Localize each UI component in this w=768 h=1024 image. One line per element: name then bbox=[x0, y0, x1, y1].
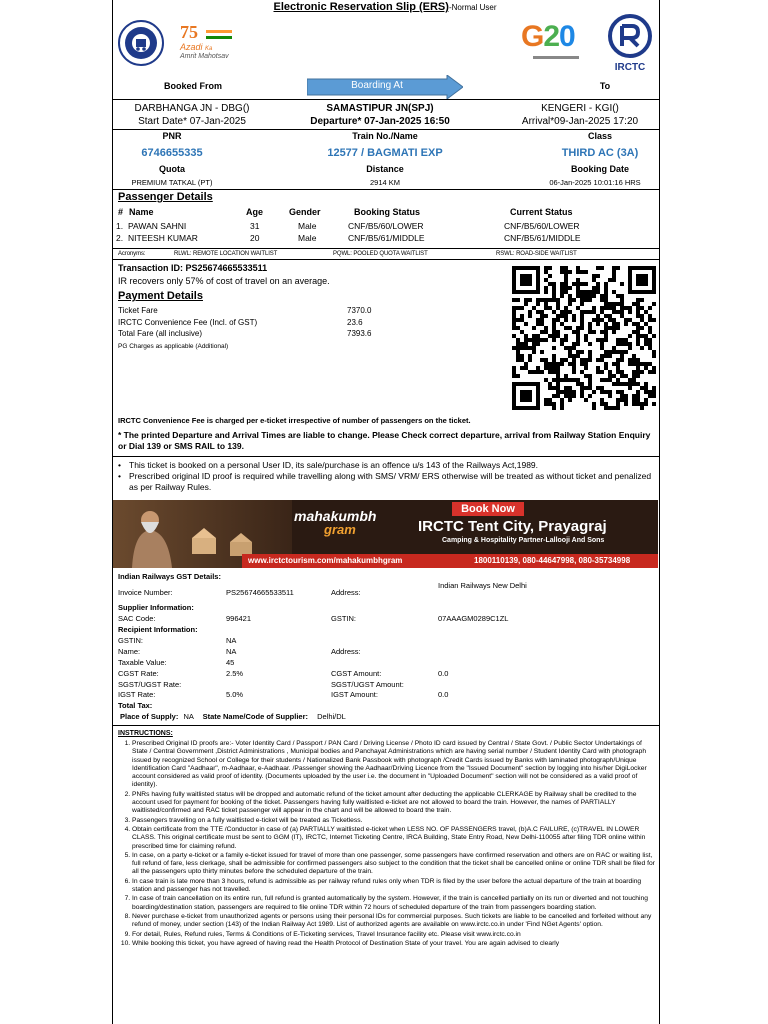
passenger-gender: Male bbox=[298, 233, 317, 243]
convenience-fee-label: IRCTC Convenience Fee (Incl. of GST) bbox=[118, 318, 258, 327]
table-row bbox=[116, 221, 656, 233]
sgst-rate-label: SGST/UGST Rate: bbox=[118, 680, 182, 689]
acronym-rlwl: RLWL: REMOTE LOCATION WAITLIST bbox=[174, 251, 278, 257]
train-value: 12577 / BAGMATI EXP bbox=[327, 147, 443, 159]
distance-value: 2914 KM bbox=[369, 178, 401, 187]
recipient-info-label: Recipient Information: bbox=[118, 625, 198, 634]
passenger-current-status: CNF/B5/61/MIDDLE bbox=[504, 233, 581, 243]
instruction-item: 3. Passengers travelling on a fully waitlisted e-ticket will be treated as Ticketless. bbox=[132, 817, 658, 825]
quota-value: PREMIUM TATKAL (PT) bbox=[131, 178, 213, 187]
instruction-item: 1. Prescribed Original ID proofs are:- Voter Identity Card / Passport / PAN Card / Driving License / Photo ID card issued by Central / State Govt. / Public Sector Undertakings of State / Central Government ,District Administrations , Municipal bodies and Panchayat Administrations which are having serial number / Student Identity Card with photograph issued by recognized School or College for their students / Nationalized Bank Passbook with photograph /Credit Cards issued by Banks with laminated photograph/Unique Identification Card "Aadhaar", m-Aadhaar, e-Aadhaar. /Passenger showing the Aadhaar/Driving Licence from the "Issued Document" section by logging into his/her DigiLocker account considered as valid proof of identity. (Documents uploaded by the user i.e. the document in "Uploaded Document" section will not be considered as a valid proof of identity). bbox=[132, 740, 658, 790]
sac-label: SAC Code: bbox=[118, 614, 156, 623]
fee-note: IRCTC Convenience Fee is charged per e-ticket irrespective of number of passengers on the ticket. bbox=[118, 416, 471, 425]
ers-title bbox=[230, 1, 540, 13]
passenger-name: PAWAN SAHNI bbox=[128, 221, 187, 231]
irctc-logo bbox=[602, 12, 658, 76]
place-value: NA bbox=[183, 712, 194, 721]
taxable-label: Taxable Value: bbox=[118, 658, 167, 667]
banner-title: IRCTC Tent City, Prayagraj bbox=[418, 518, 607, 535]
recipient-name-label: Name: bbox=[118, 647, 141, 656]
pnr-value: 6746655335 bbox=[141, 147, 203, 159]
boarding-at-arrow bbox=[307, 75, 463, 99]
cgst-amount-label: CGST Amount: bbox=[331, 669, 382, 678]
passenger-no: 2. bbox=[116, 233, 124, 243]
passenger-age: 20 bbox=[250, 233, 260, 243]
azadi-number: 75 bbox=[180, 22, 198, 42]
convenience-fee-value: 23.6 bbox=[347, 318, 363, 327]
acronyms-label: Acronyms: bbox=[118, 251, 146, 257]
ir-recovers-note: IR recovers only 57% of cost of travel on an average. bbox=[118, 276, 330, 286]
cgst-rate-label: CGST Rate: bbox=[118, 669, 159, 678]
quota-label: Quota bbox=[159, 164, 185, 174]
mahakumbh-banner[interactable] bbox=[112, 500, 658, 568]
total-fare-label: Total Fare (all inclusive) bbox=[118, 329, 203, 338]
cgst-rate-value: 2.5% bbox=[226, 669, 244, 678]
gstin-value: 07AAAGM0289C1ZL bbox=[438, 614, 509, 623]
passenger-gender: Male bbox=[298, 221, 317, 231]
address-label: Address: bbox=[331, 588, 361, 597]
indian-railways-logo-icon bbox=[118, 20, 164, 66]
list-item: • This ticket is booked on a personal User ID, its sale/purchase is an offence u/s 143 of the Railways Act,1989. bbox=[118, 460, 539, 470]
boarding-at-label: Boarding At bbox=[351, 80, 403, 91]
igst-amount-value: 0.0 bbox=[438, 690, 449, 699]
to-station: KENGERI - KGI() bbox=[541, 103, 619, 114]
col-current-status: Current Status bbox=[510, 207, 573, 217]
address-value: Indian Railways New Delhi bbox=[438, 581, 527, 590]
class-value: THIRD AC (3A) bbox=[561, 147, 639, 159]
sac-value: 996421 bbox=[226, 614, 252, 623]
g20-text: G20 bbox=[521, 20, 575, 53]
recipient-address-label: Address: bbox=[331, 647, 361, 656]
divider bbox=[112, 248, 660, 249]
instruction-item: 8. Never purchase e-ticket from unauthorized agents or persons using their personal IDs for commercial purposes. Such tickets are liable to be cancelled and forfeited without any refund of money, under section (143) of the Indian Railway Act 1989. List of authorized agents are available on www.irctc.co.in under 'Find NGet Agents' option. bbox=[132, 913, 658, 930]
from-station: DARBHANGA JN - DBG() bbox=[134, 103, 250, 114]
total-tax-label: Total Tax: bbox=[118, 701, 153, 710]
invoice-value: PS25674665533511 bbox=[226, 588, 294, 597]
gst-heading: Indian Railways GST Details: bbox=[118, 572, 221, 581]
azadi-ka-amrit-mahotsav-logo bbox=[176, 22, 238, 64]
ticket-fare-value: 7370.0 bbox=[347, 306, 372, 315]
state-value: Delhi/DL bbox=[317, 712, 346, 721]
place-label: Place of Supply: bbox=[120, 712, 179, 721]
irctc-emblem-icon bbox=[602, 12, 658, 62]
col-booking-status: Booking Status bbox=[354, 207, 421, 217]
instruction-item: 5. In case, on a party e-ticket or a family e-ticket issued for travel of more than one passenger, some passengers have confirmed reservation and others are on RAC or waiting list, full refund of fare, less clerkage, shall be admissible for confirmed passengers also subject to the condition that the ticket shall be cancelled online or online TDR shall be filed for all the passengers upto thirty minutes before the scheduled departure of the train. bbox=[132, 852, 658, 877]
banner-brand: mahakumbh bbox=[294, 508, 377, 524]
g20-tagline bbox=[533, 56, 579, 59]
train-label: Train No./Name bbox=[352, 131, 418, 141]
passenger-booking-status: CNF/B5/60/LOWER bbox=[348, 221, 424, 231]
booked-from-label: Booked From bbox=[163, 81, 222, 91]
banner-subtitle: Camping & Hospitality Partner-Lallooji And Sons bbox=[442, 537, 605, 544]
invoice-label: Invoice Number: bbox=[118, 588, 173, 597]
to-label: To bbox=[599, 81, 611, 91]
divider bbox=[112, 129, 660, 130]
frame-left bbox=[112, 0, 113, 1024]
acronym-pqwl: PQWL: POOLED QUOTA WAITLIST bbox=[333, 251, 428, 257]
divider bbox=[112, 456, 660, 457]
instruction-item: 10. While booking this ticket, you have agreed of having read the Health Protocol of Destination State of your travel. You are again advised to clearly bbox=[132, 940, 658, 948]
passenger-details-heading: Passenger Details bbox=[118, 191, 213, 203]
booking-date-value: 06-Jan-2025 10:01:16 HRS bbox=[549, 178, 641, 187]
arrival-time: Arrival*09-Jan-2025 17:20 bbox=[521, 116, 639, 127]
departure-time: Departure* 07-Jan-2025 16:50 bbox=[310, 116, 450, 127]
col-no: # bbox=[118, 207, 124, 217]
irctc-text: IRCTC bbox=[614, 62, 646, 73]
divider bbox=[112, 189, 660, 190]
banner-url-bar bbox=[242, 554, 658, 568]
passenger-current-status: CNF/B5/60/LOWER bbox=[504, 221, 580, 231]
times-note: * The printed Departure and Arrival Times are liable to change. Please Check correct departure, arrival from Railway Station Enquiry or Dial 139 or SMS RAIL to 139. bbox=[118, 430, 651, 451]
divider bbox=[112, 99, 660, 100]
azadi-line2: Amrit Mahotsav bbox=[180, 53, 229, 60]
acronym-rswl: RSWL: ROAD-SIDE WAITLIST bbox=[496, 251, 577, 257]
instruction-item: 2. PNRs having fully waitlisted status will be dropped and automatic refund of the ticket amount after deducting the applicable CLERKAGE by Railway shall be credited to the account used for payment for booking of the ticket. Passengers having fully waitlisted e-ticket are not allowed to board the train. However, the names of PARTIALLY waitlisted/confirmed and RAC ticket passenger will appear in the chart and will be allowed to board the train. bbox=[132, 791, 658, 816]
col-gender: Gender bbox=[289, 207, 321, 217]
banner-url[interactable]: www.irctctourism.com/mahakumbhgram bbox=[248, 556, 403, 565]
instructions-list bbox=[118, 740, 658, 1024]
class-label: Class bbox=[587, 131, 613, 141]
qr-code bbox=[512, 266, 656, 410]
booking-date-label: Booking Date bbox=[570, 164, 629, 174]
igst-rate-label: IGST Rate: bbox=[118, 690, 156, 699]
sgst-amount-label: SGST/UGST Amount: bbox=[331, 680, 404, 689]
pg-charges-note: PG Charges as applicable (Additional) bbox=[118, 343, 229, 350]
supplier-info-label: Supplier Information: bbox=[118, 603, 194, 612]
instruction-item: 9. For detail, Rules, Refund rules, Terms & Conditions of E-Ticketing services, Travel Insurance facility etc. Please visit www.irctc.co.in bbox=[132, 931, 658, 939]
transaction-id: Transaction ID: PS25674665533511 bbox=[118, 263, 268, 273]
distance-label: Distance bbox=[366, 164, 404, 174]
taxable-value: 45 bbox=[226, 658, 235, 667]
instruction-item: 6. In case train is late more than 3 hours, refund is admissible as per railway refund rules only when TDR is filed by the user before the actual departure of the train at boarding station and passenger has not travelled. bbox=[132, 878, 658, 895]
payment-details-heading: Payment Details bbox=[118, 290, 203, 302]
col-age: Age bbox=[246, 207, 264, 217]
bullet-notes bbox=[118, 460, 658, 493]
state-label: State Name/Code of Supplier: bbox=[202, 712, 308, 721]
ers-title-text: Electronic Reservation Slip (ERS) bbox=[273, 1, 449, 13]
book-now-button[interactable]: Book Now bbox=[452, 502, 524, 516]
divider bbox=[112, 259, 660, 260]
list-item: • Prescribed original ID proof is required while travelling along with SMS/ VRM/ ERS otherwise will be treated as without ticket and penalized as per Railway Rules. bbox=[118, 471, 652, 492]
table-row bbox=[116, 233, 656, 245]
boarding-station: SAMASTIPUR JN(SPJ) bbox=[326, 103, 434, 114]
instructions-heading: INSTRUCTIONS: bbox=[118, 730, 173, 737]
instruction-item: 4. Obtain certificate from the TTE /Conductor in case of (a) PARTIALLY waitlisted e-ticket when LESS NO. OF PASSENGERS travel, (b)A.C FAILURE, (c)TRAVEL IN LOWER CLASS. This original certificate must be sent to GGM (IT), IRCTC, Internet Ticketing Centre, IRCA Building, State Entry Road, New Delhi-110055 after filing TDR online within prescribed time for claiming refund. bbox=[132, 826, 658, 851]
qr-code-icon bbox=[512, 266, 656, 410]
g20-logo bbox=[521, 20, 599, 64]
instruction-item: 7. In case of train cancellation on its entire run, full refund is granted automatically by the system. However, if the train is cancelled partially on its run or diverted and not touching boarding/destination station, passengers are required to file online TDR within 72 hours of scheduled departure of the train from passengers boarding station. bbox=[132, 895, 658, 912]
pnr-label: PNR bbox=[162, 131, 182, 141]
flag-icon bbox=[206, 30, 232, 40]
gstin-label: GSTIN: bbox=[331, 614, 357, 623]
place-of-supply-row bbox=[120, 712, 346, 721]
divider bbox=[112, 725, 660, 726]
start-date: Start Date* 07-Jan-2025 bbox=[138, 116, 246, 127]
cgst-amount-value: 0.0 bbox=[438, 669, 449, 678]
igst-amount-label: IGST Amount: bbox=[331, 690, 378, 699]
azadi-text: Azadi Ka bbox=[180, 42, 213, 52]
recipient-gstin-label: GSTIN: bbox=[118, 636, 144, 645]
banner-phones: 1800110139, 080-44647998, 080-35734998 bbox=[474, 556, 631, 565]
col-name: Name bbox=[129, 207, 154, 217]
banner-brand-gram: gram bbox=[324, 522, 356, 537]
igst-rate-value: 5.0% bbox=[226, 690, 244, 699]
total-fare-value: 7393.6 bbox=[347, 329, 372, 338]
passenger-name: NITEESH KUMAR bbox=[128, 233, 198, 243]
frame-right bbox=[659, 0, 660, 1024]
ticket-fare-label: Ticket Fare bbox=[118, 306, 158, 315]
recipient-gstin-value: NA bbox=[226, 636, 237, 645]
passenger-no: 1. bbox=[116, 221, 124, 231]
passenger-booking-status: CNF/B5/61/MIDDLE bbox=[348, 233, 425, 243]
user-type: -Normal User bbox=[448, 3, 497, 12]
recipient-name-value: NA bbox=[226, 647, 237, 656]
passenger-age: 31 bbox=[250, 221, 260, 231]
